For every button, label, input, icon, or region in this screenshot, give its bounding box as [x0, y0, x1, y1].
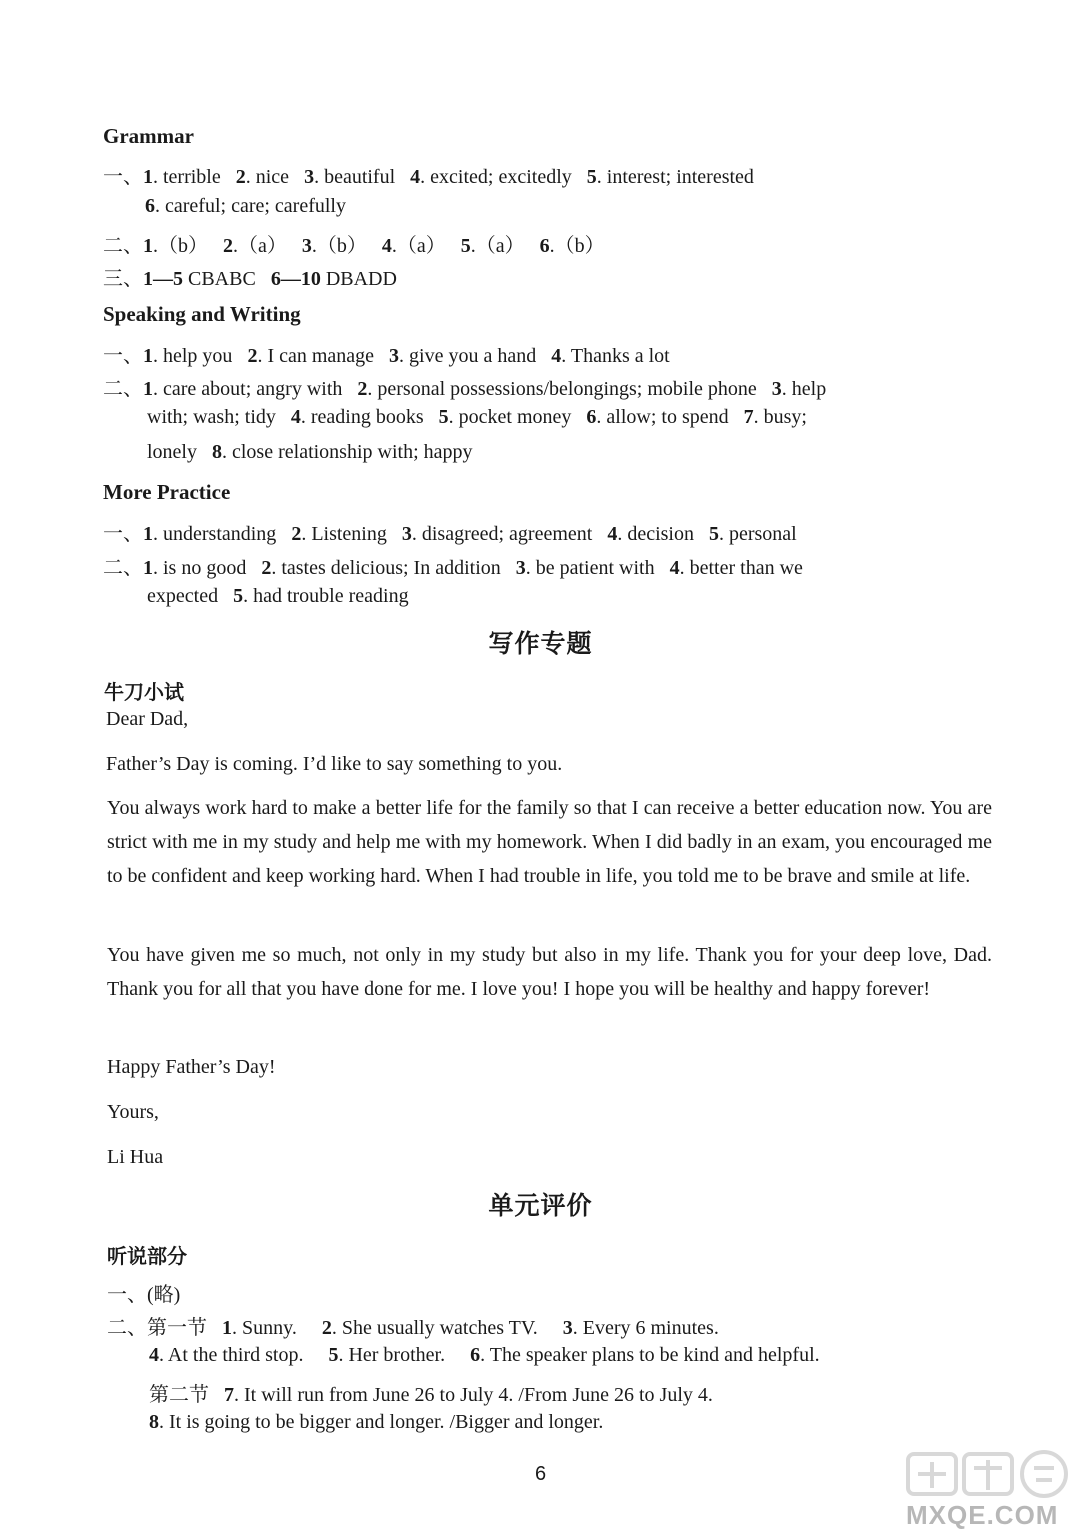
- section-more-title: More Practice: [103, 480, 231, 504]
- section-speaking-title: Speaking and Writing: [103, 302, 301, 326]
- speaking-line-2: 二、1. care about; angry with 2. personal possessions/belongings; mobile phone 3. help: [103, 378, 827, 400]
- unit-section-title: 单元评价: [488, 1191, 593, 1220]
- unit-line-4: 第二节 7. It will run from June 26 to July 4. /From June 26 to July 4.: [149, 1384, 713, 1406]
- letter-paragraph-1: Father’s Day is coming. I’d like to say something to you.: [106, 753, 563, 775]
- letter-closing: Yours,: [107, 1101, 159, 1123]
- speaking-line-1: 一、1. help you 2. I can manage 3. give you a hand 4. Thanks a lot: [103, 345, 670, 367]
- more-line-3: expected 5. had trouble reading: [147, 585, 409, 607]
- page-number: 6: [534, 1463, 547, 1485]
- unit-subtitle: 听说部分: [107, 1244, 187, 1268]
- speaking-line-3: with; wash; tidy 4. reading books 5. pocket money 6. allow; to spend 7. busy;: [147, 406, 807, 428]
- more-line-1: 一、1. understanding 2. Listening 3. disagreed; agreement 4. decision 5. personal: [103, 523, 797, 545]
- writing-subtitle: 牛刀小试: [104, 680, 184, 704]
- section-grammar-title: Grammar: [103, 124, 194, 148]
- unit-line-1: 一、(略): [107, 1284, 181, 1306]
- unit-line-5: 8. It is going to be bigger and longer. /Bigger and longer.: [149, 1411, 604, 1433]
- grammar-line-2: 6. careful; care; carefully: [145, 195, 346, 217]
- grammar-line-4: 三、1—5 CBABC 6—10 DBADD: [103, 268, 397, 290]
- letter-paragraph-4: Happy Father’s Day!: [107, 1056, 276, 1078]
- letter-signature: Li Hua: [107, 1146, 164, 1168]
- letter-paragraph-2: You always work hard to make a better life for the family so that I can receive a better education now. You are strict with me in my study and help me with my homework. When I did badly in an exam, you encouraged me to be confident and keep working hard. When I had trouble in life, you told me to be brave and smile at life.: [107, 797, 992, 887]
- letter-salutation: Dear Dad,: [106, 708, 189, 730]
- watermark-text: MXQE.COM: [906, 1500, 1059, 1530]
- unit-line-3: 4. At the third stop. 5. Her brother. 6. The speaker plans to be kind and helpful.: [149, 1344, 820, 1366]
- speaking-line-4: lonely 8. close relationship with; happy: [147, 441, 473, 463]
- grammar-line-3: 二、1.（b） 2.（a） 3.（b） 4.（a） 5.（a） 6.（b）: [103, 235, 605, 257]
- more-line-2: 二、1. is no good 2. tastes delicious; In addition 3. be patient with 4. better than we: [103, 557, 803, 579]
- letter-paragraph-3: You have given me so much, not only in my study but also in my life. Thank you for your deep love, Dad. Thank you for all that you have done for me. I love you! I hope you will be healthy and happy forever!: [107, 944, 992, 1000]
- unit-line-2: 二、第一节 1. Sunny. 2. She usually watches TV. 3. Every 6 minutes.: [107, 1317, 719, 1339]
- grammar-line-1: 一、1. terrible 2. nice 3. beautiful 4. excited; excitedly 5. interest; interested: [103, 166, 754, 188]
- writing-section-title: 写作专题: [488, 629, 593, 658]
